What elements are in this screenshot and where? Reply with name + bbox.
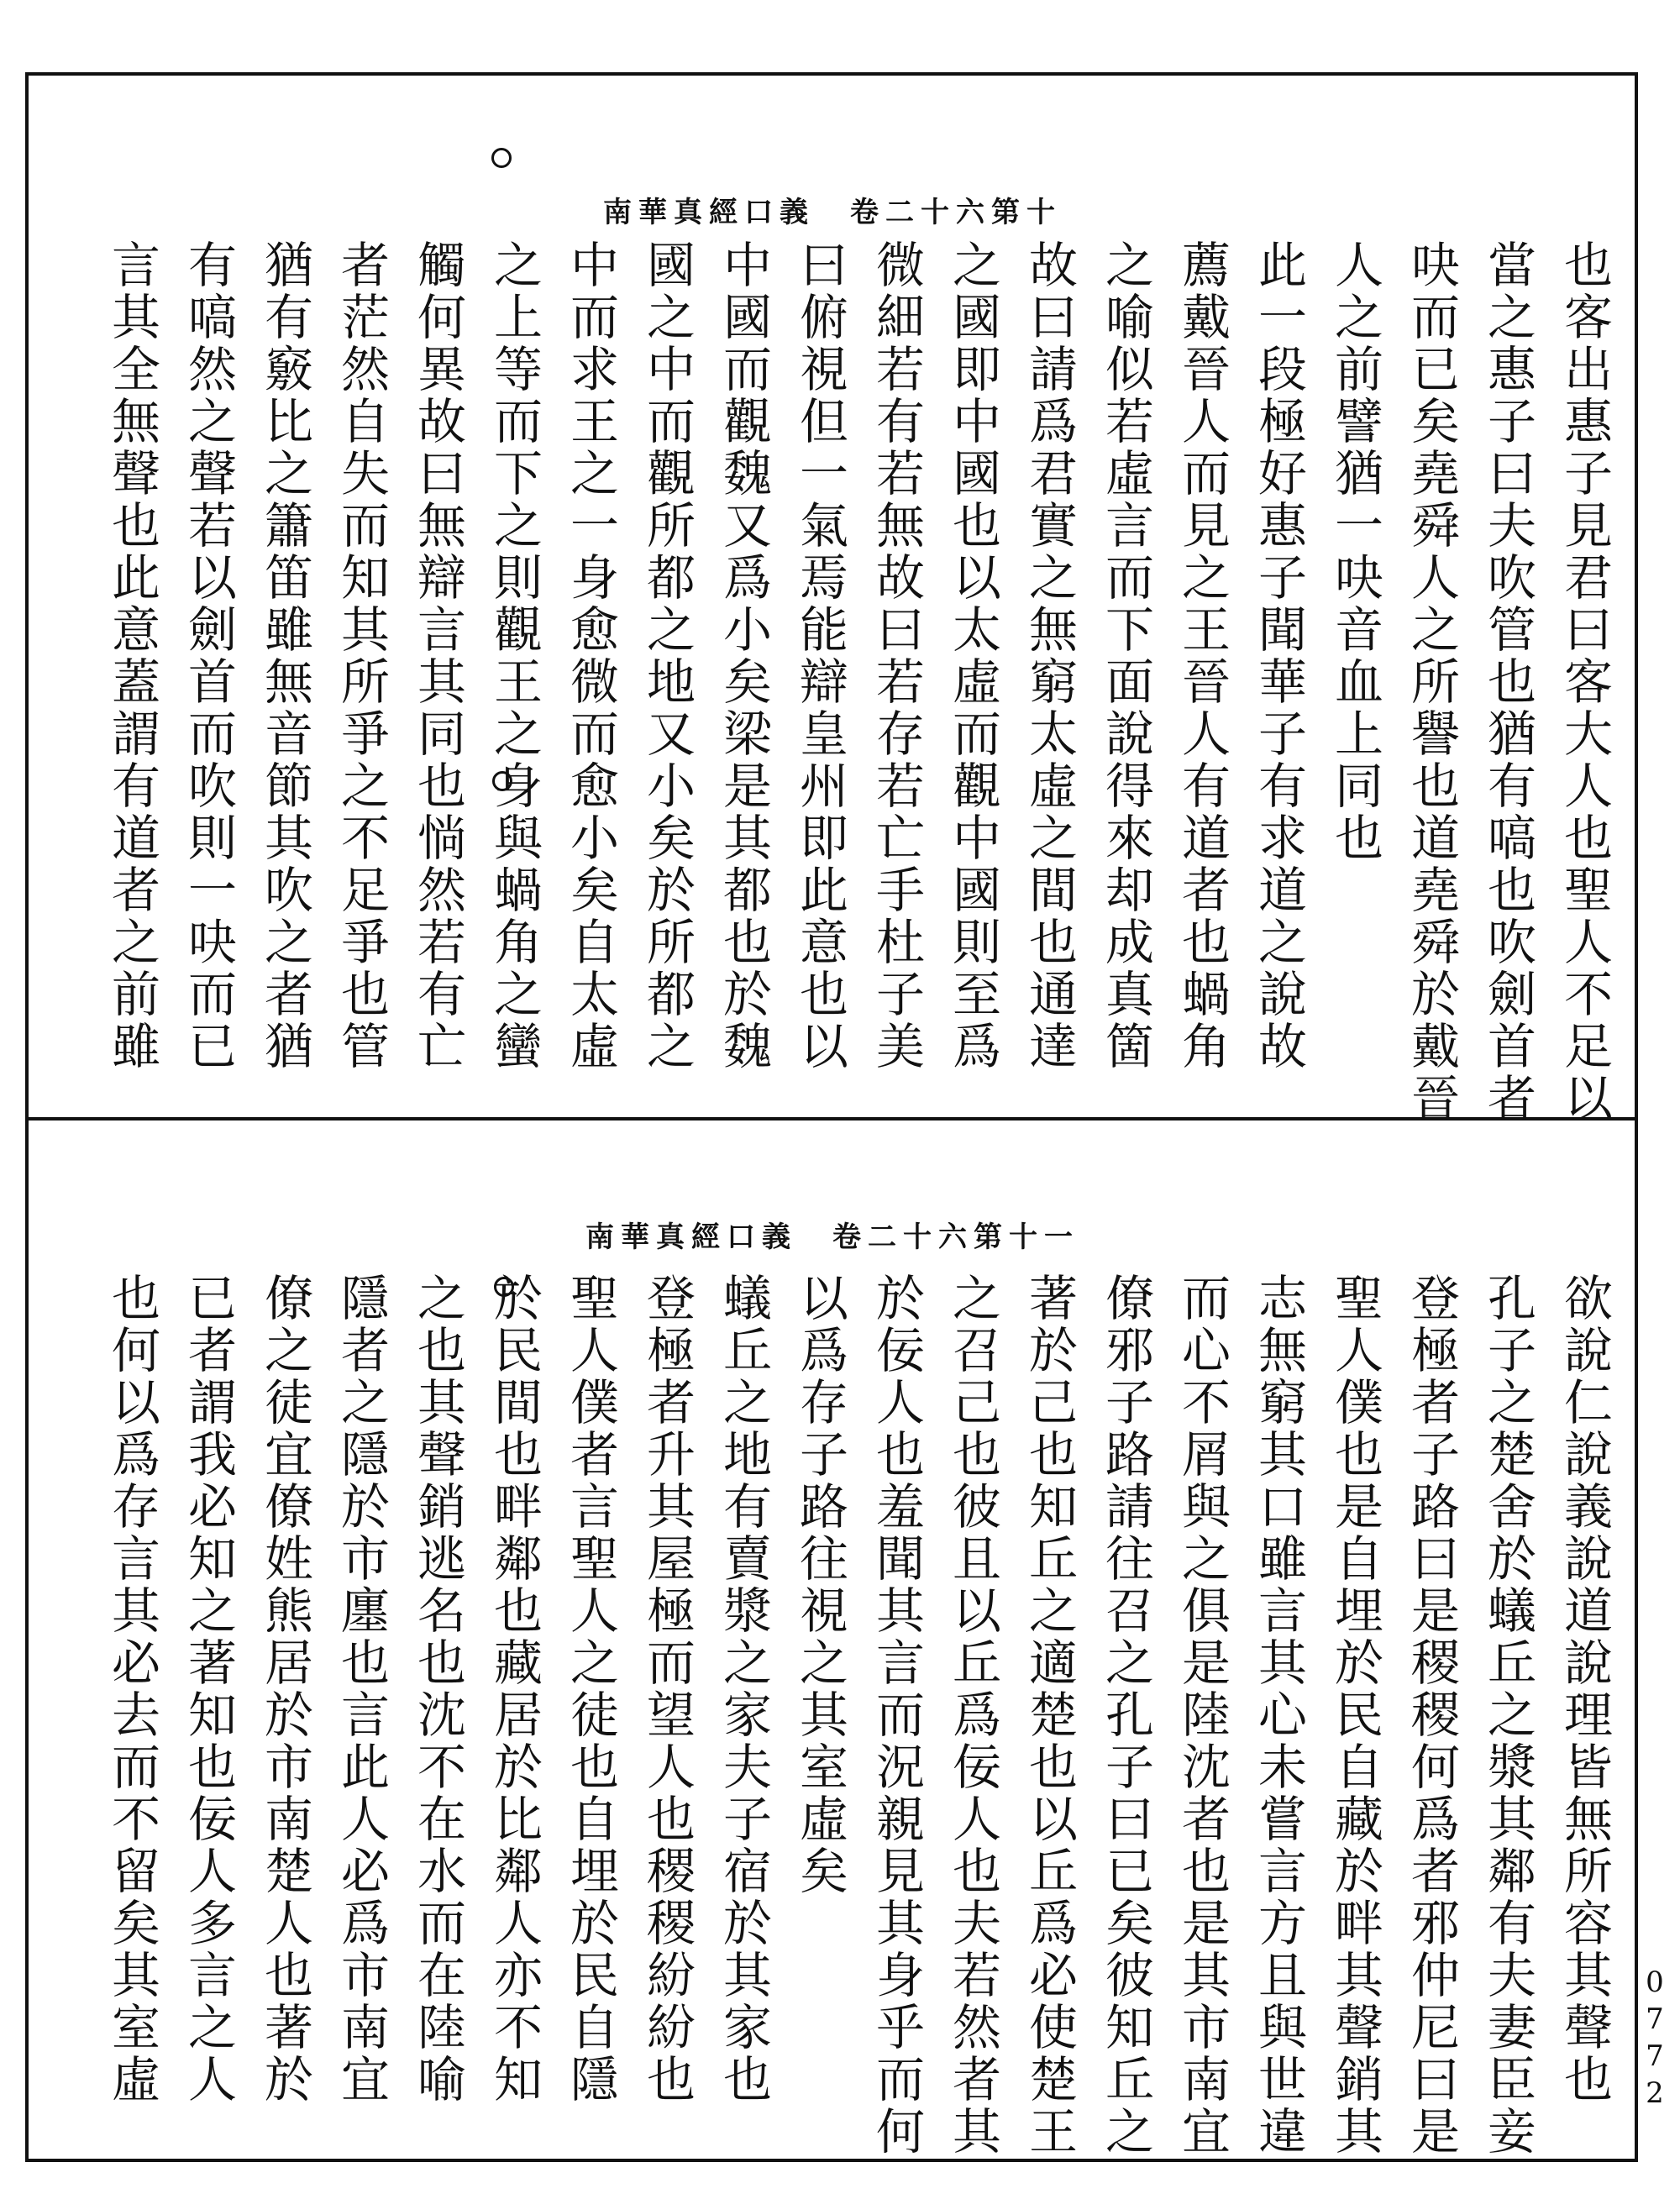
page-number: 0772 xyxy=(1638,1965,1672,2113)
text-column: 聖人僕也是自埋於民自藏於畔其聲銷其 xyxy=(1326,1273,1383,2158)
top-page-header: 南華真經口義 卷二十六第十 xyxy=(603,196,1062,229)
page-divider xyxy=(25,1117,1638,1120)
text-column: 欲說仁說義說道說理皆無所容其聲也 xyxy=(1556,1273,1613,2106)
text-column: 僚邪子路請往召之孔子曰已矣彼知丘之 xyxy=(1097,1273,1154,2158)
text-column: 曰俯視但一氣焉能辯皇州即此意也以 xyxy=(791,239,848,1073)
text-column: 登極者升其屋極而望人也稷稷紛紛也 xyxy=(638,1273,696,2106)
text-column: 人之前譬猶一吷音血上同也 xyxy=(1326,239,1383,864)
text-column: 而心不屑與之俱是陸沈者也是其市南宜 xyxy=(1173,1273,1231,2158)
text-column: 以爲存子路往視之其室虛矣 xyxy=(791,1273,848,1897)
text-column: 之也其聲銷逃名也沈不在水而在陸喻 xyxy=(409,1273,466,2106)
text-column: 已者謂我必知之著知也佞人多言之人 xyxy=(180,1273,237,2106)
text-column: 者茫然自失而知其所爭之不足爭也管 xyxy=(333,239,390,1073)
text-column: 言其全無聲也此意蓋謂有道者之前雖 xyxy=(103,239,160,1073)
text-column: 此一段極好惠子聞華子有求道之說故 xyxy=(1250,239,1307,1073)
text-column: 當之惠子曰夫吹管也猶有嗃也吹劍首者 xyxy=(1479,239,1536,1125)
bottom-page-text xyxy=(47,1273,1618,2158)
text-column: 僚之徒宜僚姓熊居於市南楚人也著於 xyxy=(256,1273,313,2106)
text-column: 中國而觀魏又爲小矣梁是其都也於魏 xyxy=(715,239,772,1073)
text-column: 志無窮其口雖言其心未嘗言方且與世違 xyxy=(1250,1273,1307,2158)
bottom-page-header: 南華真經口義 卷二十六第十一 xyxy=(585,1220,1079,1254)
text-column: 有嗃然之聲若以劍首而吹則一吷而已 xyxy=(180,239,237,1073)
text-column: 猶有竅比之簫笛雖無音節其吹之者猶 xyxy=(256,239,313,1073)
text-column: 中而求王之一身愈微而愈小矣自太虛 xyxy=(562,239,619,1073)
text-column: 蟻丘之地有賣漿之家夫子宿於其家也 xyxy=(715,1273,772,2106)
text-column: 隱者之隱於市廛也言此人必爲市南宜 xyxy=(333,1273,390,2106)
text-column: 觸何異故曰無辯言其同也惝然若有亡 xyxy=(409,239,466,1073)
text-column: 之國即中國也以太虛而觀中國則至爲 xyxy=(944,239,1001,1073)
text-column: 之喻似若虛言而下面說得來却成真箇 xyxy=(1097,239,1154,1073)
text-column: 也何以爲存言其必去而不留矣其室虛 xyxy=(103,1273,160,2106)
text-column: 登極者子路曰是稷稷何爲者邪仲尼曰是 xyxy=(1403,1273,1460,2158)
punctuation-circle-mark xyxy=(491,148,512,168)
text-column: 著於己也知丘之適楚也以丘爲必使楚王 xyxy=(1021,1273,1078,2158)
punctuation-circle-mark xyxy=(492,771,512,791)
text-column: 孔子之楚舍於蟻丘之漿其鄰有夫妻臣妾 xyxy=(1479,1273,1536,2158)
text-column: 之上等而下之則觀王之身與蝸角之蠻 xyxy=(486,239,543,1073)
top-page xyxy=(47,92,1618,1125)
punctuation-circle-mark xyxy=(494,1277,514,1297)
text-column: 微細若有若無故曰若存若亡手杜子美 xyxy=(868,239,925,1073)
text-column: 於佞人也羞聞其言而況親見其身乎而何 xyxy=(868,1273,925,2158)
text-column: 聖人僕者言聖人之徒也自埋於民自隱 xyxy=(562,1273,619,2106)
text-column: 也客出惠子見君曰客大人也聖人不足以 xyxy=(1556,239,1613,1125)
bottom-page xyxy=(47,1134,1618,2158)
text-column: 之召己也彼且以丘爲佞人也夫若然者其 xyxy=(944,1273,1001,2158)
text-column: 薦戴晉人而見之王晉人有道者也蝸角 xyxy=(1173,239,1231,1073)
text-column: 吷而已矣堯舜人之所譽也道堯舜於戴晉 xyxy=(1403,239,1460,1125)
top-page-text xyxy=(47,239,1618,1125)
text-column: 故曰請爲君實之無窮太虛之間也通達 xyxy=(1021,239,1078,1073)
text-column: 於民間也畔鄰也藏居於比鄰人亦不知 xyxy=(486,1273,543,2106)
text-column: 國之中而觀所都之地又小矣於所都之 xyxy=(638,239,696,1073)
